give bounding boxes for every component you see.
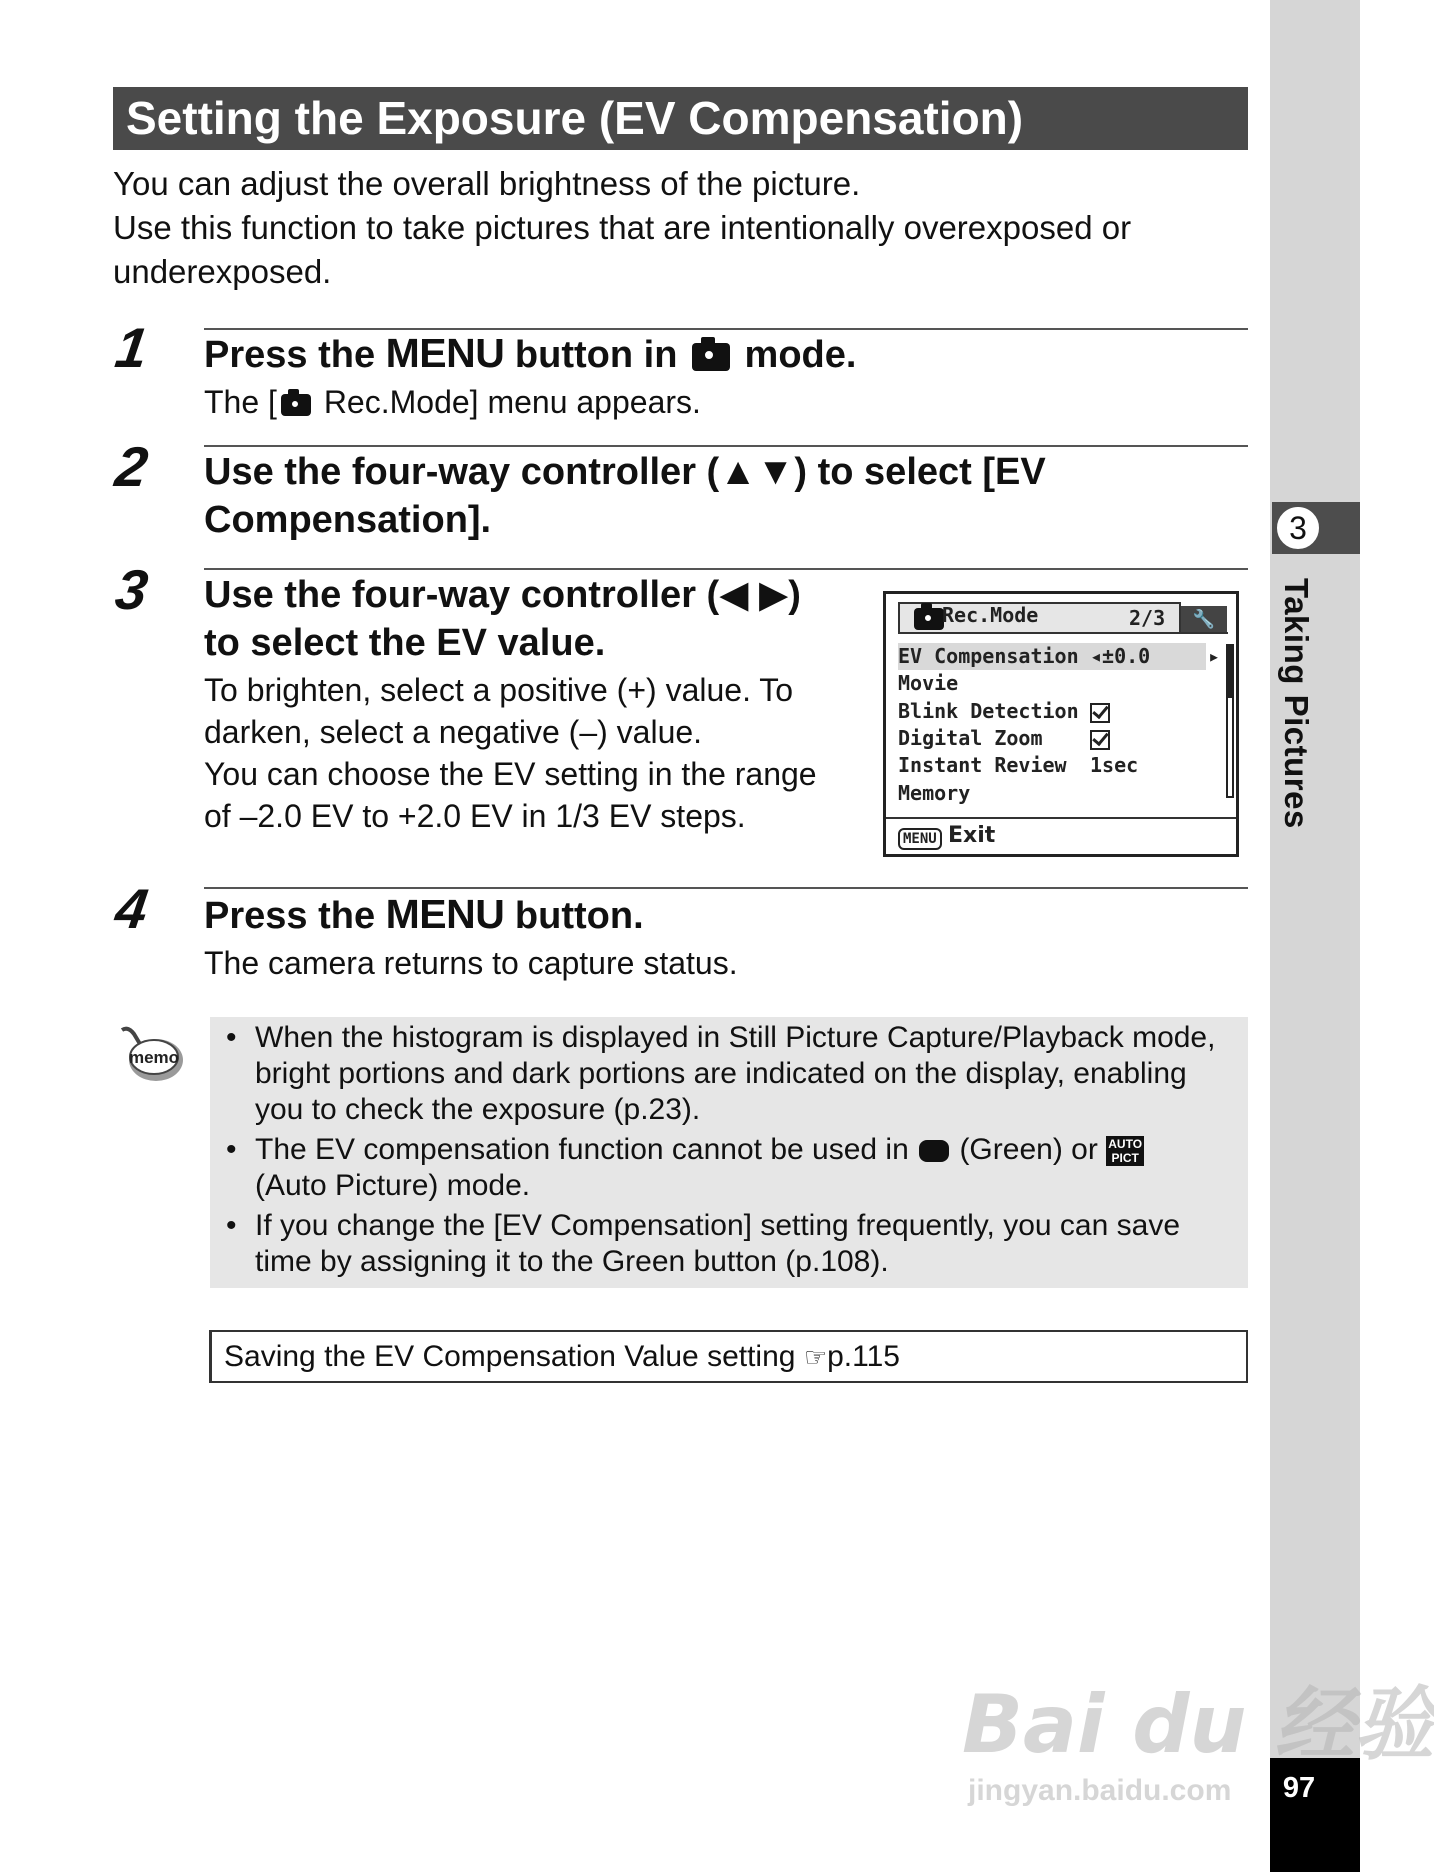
menu-item-movie (898, 670, 1206, 697)
reference-box (209, 1330, 1248, 1383)
step-1-head-pre: Press the (204, 334, 386, 376)
reference-text: Saving the EV Compensation Value setting (224, 1340, 804, 1373)
memo-item (224, 1020, 1240, 1128)
step-1-heading (204, 329, 856, 379)
step-3-body-line: To brighten, select a positive (+) value. To (204, 672, 794, 708)
screen-footer-divider (886, 817, 1236, 819)
camera-icon (281, 394, 311, 416)
menu-button-label: MENU (385, 330, 505, 376)
auto-picture-icon-top: AUTO (1108, 1137, 1143, 1152)
pointing-hand-icon: ☞ (803, 1342, 828, 1372)
step-divider (204, 887, 1248, 889)
auto-picture-icon (1106, 1136, 1144, 1166)
exit-label: Exit (948, 823, 996, 848)
right-arrow-icon: ▸ (1208, 644, 1221, 668)
step-4-head-pre: Press the (204, 895, 386, 937)
step-divider (204, 568, 1248, 570)
chapter-number: 3 (1275, 505, 1321, 551)
chapter-title: Taking Pictures (1278, 578, 1315, 829)
step-1-head-mid: button in (504, 334, 688, 376)
memo-item-text: (Green) or (951, 1133, 1107, 1166)
step-3-heading (204, 571, 801, 667)
memo-list (224, 1020, 1240, 1284)
step-2-heading (204, 448, 1046, 544)
intro-line-1: You can adjust the overall brightness of the picture. (113, 165, 861, 202)
menu-item-blink-detection (898, 698, 1206, 725)
step-1-body-post: Rec.Mode] menu appears. (314, 384, 701, 420)
step-3-head-line-1: Use the four-way controller (◀ ▶) (204, 574, 801, 616)
menu-scrollbar-thumb (1228, 646, 1232, 698)
memo-item (224, 1132, 1240, 1204)
menu-item-label: Digital Zoom (898, 726, 1043, 750)
watermark-url: jingyan.baidu.com (968, 1774, 1232, 1807)
memo-item (224, 1208, 1240, 1280)
menu-item-label: EV Compensation (898, 644, 1079, 668)
step-3-head-line-2: to select the EV value. (204, 622, 606, 664)
menu-key-icon: MENU (898, 828, 942, 850)
step-divider (204, 445, 1248, 447)
menu-item-label: Movie (898, 671, 959, 695)
auto-picture-icon-bottom: PICT (1111, 1151, 1139, 1166)
reference-page-link[interactable]: p.115 (827, 1340, 900, 1373)
green-mode-icon (919, 1140, 949, 1162)
step-4-head-post: button. (504, 895, 644, 937)
wrench-icon: 🔧 (1181, 606, 1227, 632)
menu-item-value: ◂±0.0 (1090, 644, 1151, 668)
menu-item-digital-zoom (898, 725, 1206, 752)
step-1-body-pre: The [ (204, 384, 277, 420)
menu-item-instant-review (898, 752, 1206, 779)
menu-item-label: Blink Detection (898, 699, 1079, 723)
menu-item-memory (898, 780, 1206, 807)
memo-item-text: When the histogram is displayed in Still Picture Capture/Playback mode, bright portions and dark portions are indicated on the display, enabling you to check the exposure (p.23). (255, 1021, 1216, 1126)
menu-item-label: Memory (898, 781, 971, 805)
step-4-heading (204, 890, 644, 940)
step-3-body (204, 669, 817, 837)
step-3-body-line: of –2.0 EV to +2.0 EV in 1/3 EV steps. (204, 798, 746, 834)
step-2-head-line-1: Use the four-way controller (▲▼) to select [EV (204, 451, 1046, 493)
step-1-number: 1 (111, 316, 152, 379)
step-3-body-line: darken, select a negative (–) value. (204, 714, 703, 750)
rec-mode-tab-label: Rec.Mode (942, 603, 1039, 627)
step-4-body: The camera returns to capture status. (204, 945, 738, 981)
step-2-number: 2 (111, 435, 152, 498)
checkbox-checked-icon (1090, 698, 1110, 725)
step-2-head-line-2: Compensation]. (204, 499, 492, 541)
intro-line-2: Use this function to take pictures that are intentionally overexposed or underexposed. (113, 209, 1132, 290)
memo-item-text: (Auto Picture) mode. (255, 1169, 531, 1202)
step-3-number: 3 (111, 558, 152, 621)
step-1-head-post: mode. (733, 334, 857, 376)
menu-page-indicator: 2/3 (1129, 606, 1166, 630)
svg-text:memo: memo (128, 1048, 180, 1067)
camera-icon (914, 608, 944, 630)
chapter-sidebar (1270, 0, 1360, 1872)
camera-icon (692, 343, 730, 371)
camera-menu-screen (883, 591, 1239, 857)
menu-item-ev-compensation (898, 643, 1221, 670)
checkbox-checked-icon (1090, 725, 1110, 752)
memo-item-text: The EV compensation function cannot be used in (255, 1133, 918, 1166)
menu-scrollbar (1226, 644, 1234, 798)
page-number: 97 (1282, 1772, 1316, 1804)
menu-button-label: MENU (385, 891, 505, 937)
step-3-body-line: You can choose the EV setting in the range (204, 756, 817, 792)
step-1-body (204, 381, 701, 423)
menu-item-label: Instant Review (898, 753, 1067, 777)
memo-item-text: If you change the [EV Compensation] setting frequently, you can save time by assigning it to the Green button (p.108). (255, 1209, 1181, 1278)
intro-paragraph (113, 162, 1253, 294)
menu-item-value: 1sec (1090, 753, 1139, 777)
screen-divider (898, 632, 1228, 634)
memo-icon (118, 1024, 186, 1088)
page-title: Setting the Exposure (EV Compensation) (126, 92, 1024, 144)
watermark-logo-text: Bai du 经验 (962, 1678, 1434, 1771)
step-4-number: 4 (111, 877, 152, 940)
